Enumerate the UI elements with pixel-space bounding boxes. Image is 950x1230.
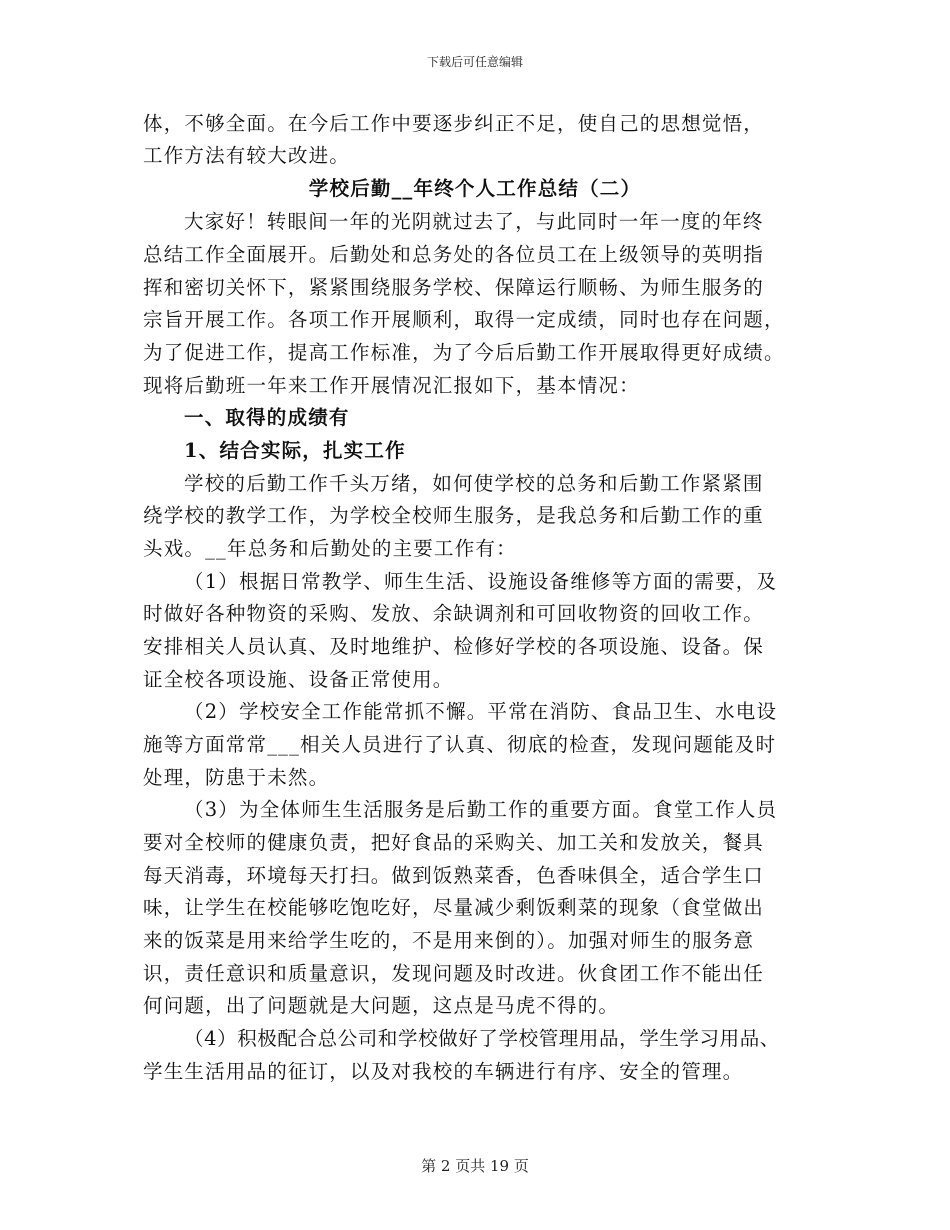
page-footer: 第 2 页共 19 页 [421, 1157, 529, 1175]
text-line: （2）学校安全工作能常抓不懈。平常在消防、食品卫生、水电设 [184, 700, 778, 723]
section-title: 学校后勤__年终个人工作总结（二） [308, 177, 642, 200]
text-line: 何问题，出了问题就是大问题，这点是马虎不得的。 [143, 994, 620, 1017]
text-line: 安排相关人员认真、及时地维护、检修好学校的各项设施、设备。保 [143, 635, 765, 658]
text-line: 味，让学生在校能够吃饱吃好，尽量减少剩饭剩菜的现象（食堂做出 [143, 896, 765, 919]
text-line: 宗旨开展工作。各项工作开展顺利，取得一定成绩，同时也存在问题， [143, 308, 785, 331]
subheading-1: 1、结合实际，扎实工作 [184, 439, 406, 462]
text-line: 时做好各种物资的采购、发放、余缺调剂和可回收物资的回收工作。 [143, 602, 765, 625]
text-line: 总结工作全面展开。后勤处和总务处的各位员工在上级领导的英明指 [143, 243, 765, 266]
heading-achievements: 一、取得的成绩有 [184, 406, 350, 429]
page-header: 下载后可任意编辑 [426, 55, 523, 69]
text-line: 施等方面常常___相关人员进行了认真、彻底的检查，发现问题能及时 [143, 733, 777, 756]
text-line: 要对全校师的健康负责，把好食品的采购关、加工关和发放关，餐具 [143, 831, 765, 854]
text-line: （3）为全体师生生活服务是后勤工作的重要方面。食堂工作人员 [184, 798, 778, 821]
text-line: 证全校各项设施、设备正常使用。 [143, 668, 454, 691]
text-line: 来的饭菜是用来给学生吃的，不是用来倒的）。加强对师生的服务意 [143, 929, 755, 952]
text-line: 为了促进工作，提高工作标准，为了今后后勤工作开展取得更好成绩。 [143, 341, 785, 364]
text-line: 工作方法有较大改进。 [143, 144, 351, 167]
text-line: 大家好！转眼间一年的光阴就过去了，与此同时一年一度的年终 [184, 210, 764, 233]
text-line: （1）根据日常教学、师生生活、设施设备维修等方面的需要，及 [184, 570, 778, 593]
text-line: 现将后勤班一年来工作开展情况汇报如下，基本情况： [143, 374, 640, 397]
text-line: 学校的后勤工作千头万绪，如何使学校的总务和后勤工作紧紧围 [184, 472, 764, 495]
text-line: 头戏。__年总务和后勤处的主要工作有： [143, 537, 517, 560]
text-line: （4）积极配合总公司和学校做好了学校管理用品，学生学习用品、 [184, 1027, 780, 1050]
text-line: 学生生活用品的征订，以及对我校的车辆进行有序、安全的管理。 [143, 1060, 744, 1083]
text-line: 挥和密切关怀下，紧紧围绕服务学校、保障运行顺畅、为师生服务的 [143, 276, 765, 299]
text-line: 每天消毒，环境每天打扫。做到饭熟菜香，色香味俱全，适合学生口 [143, 864, 765, 887]
text-line: 识，责任意识和质量意识，发现问题及时改进。伙食团工作不能出任 [143, 962, 765, 985]
text-line: 处理，防患于未然。 [143, 766, 330, 789]
text-line: 体，不够全面。在今后工作中要逐步纠正不足，使自己的思想觉悟， [143, 112, 765, 135]
text-line: 绕学校的教学工作，为学校全校师生服务，是我总务和后勤工作的重 [143, 504, 765, 527]
